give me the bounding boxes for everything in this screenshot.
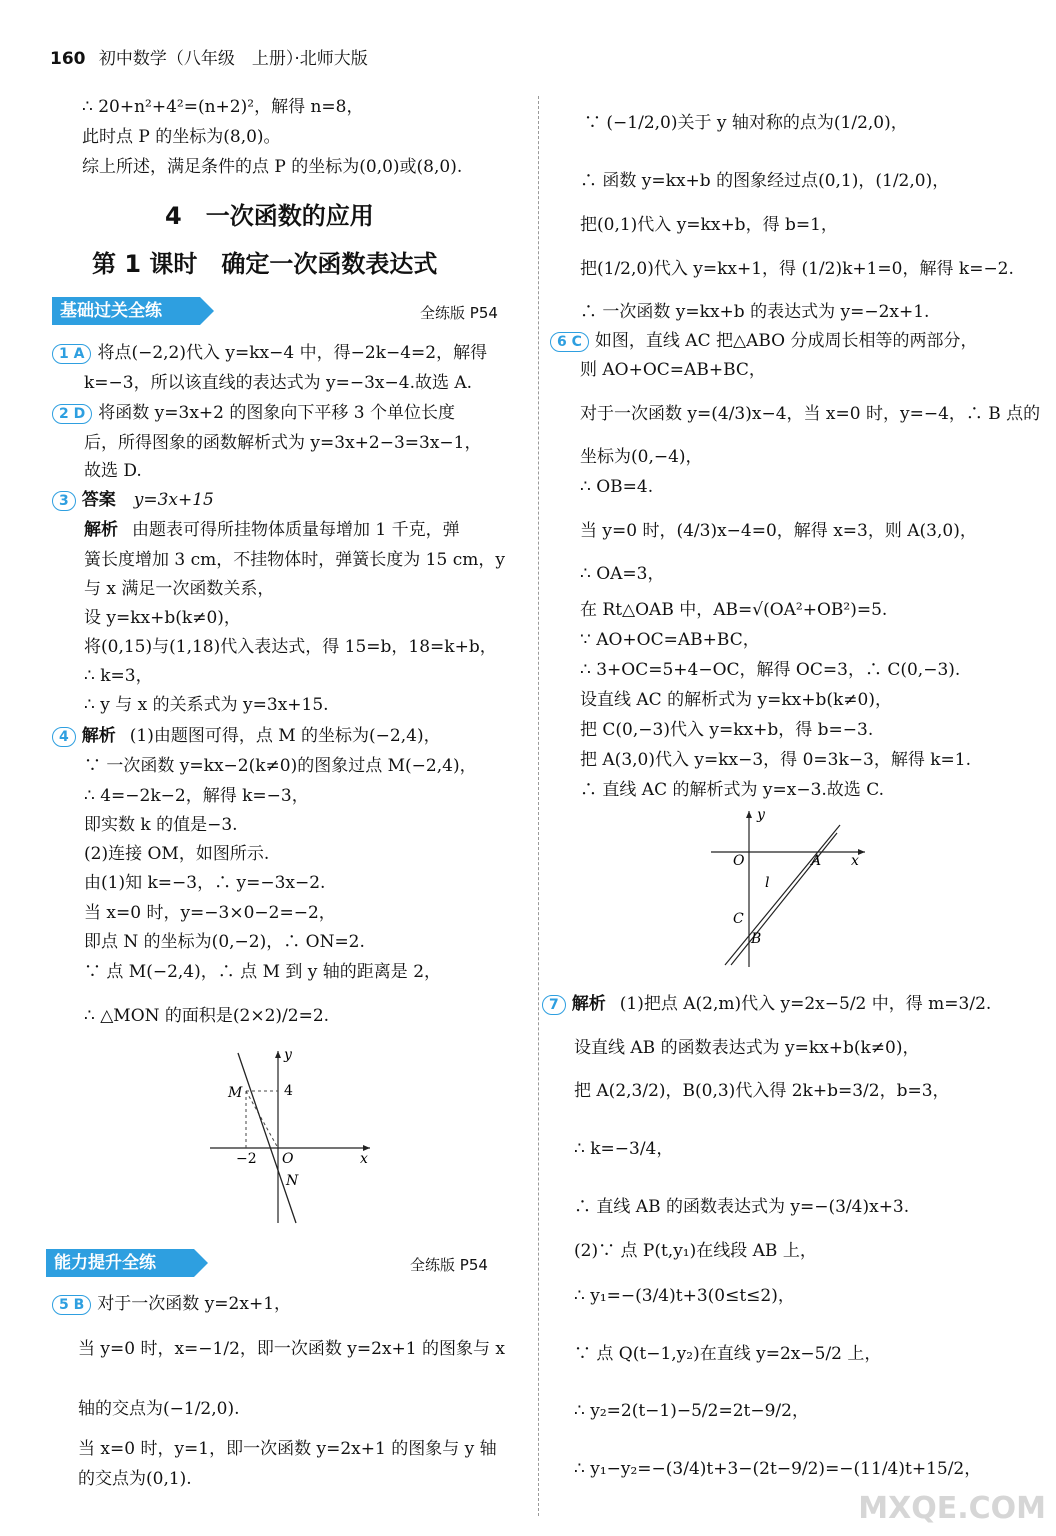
question-4: [52, 725, 441, 747]
q5-line: 对于一次函数 y=2x+1，: [97, 1294, 292, 1314]
text-line: 把(0,1)代入 y=kx+b，得 b=1，: [580, 215, 838, 235]
banner-reference: 全练版 P54: [410, 1256, 488, 1274]
analysis-label: 解析: [84, 520, 118, 540]
text-line: ∴ OB=4.: [580, 477, 654, 497]
text-line: 由(1)知 k=−3，∴ y=−3x−2.: [84, 873, 326, 893]
text-line: k=−3，所以该直线的表达式为 y=−3x−4.故选 A.: [84, 373, 473, 393]
text-line: 当 x=0 时，y=1，即一次函数 y=2x+1 的图象与 y 轴: [78, 1439, 497, 1459]
text-line: 此时点 P 的坐标为(8,0)。: [82, 127, 281, 147]
answer-badge: 5 B: [52, 1295, 91, 1315]
analysis-label: 解析: [571, 994, 606, 1014]
text-line: ∴ OA=3，: [580, 564, 665, 584]
question-7: [542, 993, 991, 1015]
section-title: 4 一次函数的应用: [165, 202, 374, 230]
text-line: ∴ 3+OC=5+4−OC，解得 OC=3，∴ C(0,−3).: [580, 660, 961, 680]
text-line: 簧长度增加 3 cm，不挂物体时，弹簧长度为 15 cm，y: [84, 550, 505, 570]
answer-value: y=3x+15: [133, 490, 214, 510]
question-6: [550, 330, 977, 352]
text-line: 即实数 k 的值是−3.: [84, 815, 238, 835]
fig-label-o: O: [733, 853, 745, 869]
text-line: 设直线 AB 的函数表达式为 y=kx+b(k≠0)，: [574, 1038, 920, 1058]
text-line: ∵ 点 Q(t−1,y₂)在直线 y=2x−5/2 上，: [574, 1344, 882, 1364]
fig-label-4: 4: [284, 1083, 293, 1099]
question-3: [52, 489, 214, 511]
text-line: ∴ y 与 x 的关系式为 y=3x+15.: [84, 695, 329, 715]
text-line: 坐标为(0,−4)，: [580, 447, 703, 467]
fig-label-y: y: [284, 1047, 292, 1063]
fig-label-c: C: [733, 911, 744, 927]
text-line: 即点 N 的坐标为(0,−2)，∴ ON=2.: [84, 932, 365, 952]
question-badge: 7: [542, 995, 566, 1015]
page-header: [50, 44, 368, 69]
question-1: [52, 342, 487, 364]
watermark: MXQE.COM: [858, 1491, 1046, 1526]
text-line: ∴ y₁−y₂=−(3/4)t+3−(2t−9/2)=−(11/4)t+15/2，: [574, 1459, 982, 1479]
text-line: 后，所得图象的函数解析式为 y=3x+2−3=3x−1，: [84, 433, 482, 453]
fig-label-neg2: −2: [236, 1151, 257, 1167]
text-line: 当 y=0 时，x=−1/2，即一次函数 y=2x+1 的图象与 x: [78, 1339, 506, 1359]
fig-label-n: N: [286, 1173, 299, 1189]
answer-badge: 2 D: [52, 404, 92, 424]
q3-analysis: [84, 519, 460, 541]
text-line: ∴ △MON 的面积是(2×2)/2=2.: [84, 1006, 330, 1026]
text-line: ∴ y₁=−(3/4)t+3(0≤t≤2)，: [574, 1286, 795, 1306]
text-line: 把 C(0,−3)代入 y=kx+b，得 b=−3.: [580, 720, 874, 740]
fig-label-b: B: [751, 931, 762, 947]
column-divider: [538, 96, 539, 1516]
text-line: ∴ 函数 y=kx+b 的图象经过点(0,1)，(1/2,0)，: [580, 171, 950, 191]
text-line: 设 y=kx+b(k≠0)，: [84, 608, 241, 628]
figure-mon: [200, 1045, 380, 1225]
text-line: 与 x 满足一次函数关系，: [84, 579, 275, 599]
figure-abo: [705, 805, 875, 970]
text-line: 的交点为(0,1).: [78, 1469, 192, 1489]
text-line: 由题表可得所挂物体质量每增加 1 千克，弹: [132, 520, 460, 540]
text-line: 故选 D.: [84, 461, 142, 481]
text-line: 当 x=0 时，y=−3×0−2=−2，: [84, 903, 336, 923]
question-5: [52, 1293, 291, 1315]
lesson-title: 第 1 课时 确定一次函数表达式: [92, 250, 438, 278]
fig-label-x: x: [360, 1151, 368, 1167]
text-line: 把(1/2,0)代入 y=kx+1，得 (1/2)k+1=0，解得 k=−2.: [580, 259, 1014, 279]
fig-label-l: l: [765, 875, 770, 891]
answer-label: 答案: [81, 490, 116, 510]
text-line: 综上所述，满足条件的点 P 的坐标为(0,0)或(8,0).: [82, 157, 463, 177]
text-line: 在 Rt△OAB 中，AB=√(OA²+OB²)=5.: [580, 600, 888, 620]
fig-label-x: x: [851, 853, 859, 869]
question-badge: 4: [52, 727, 76, 747]
text-line: ∴ 直线 AB 的函数表达式为 y=−(3/4)x+3.: [574, 1197, 910, 1217]
text-line: 把 A(3,0)代入 y=kx−3，得 0=3k−3，解得 k=1.: [580, 750, 971, 770]
text-line: 当 y=0 时，(4/3)x−4=0，解得 x=3，则 A(3,0)，: [580, 521, 977, 541]
text-line: (1)由题图可得，点 M 的坐标为(−2,4)，: [129, 726, 441, 746]
text-line: ∴ k=−3/4，: [574, 1139, 674, 1159]
question-2: [52, 402, 455, 424]
page-number: 160: [50, 49, 86, 69]
book-title: 初中数学（八年级 上册）·北师大版: [98, 49, 368, 69]
q2-line: 将函数 y=3x+2 的图象向下平移 3 个单位长度: [98, 403, 455, 423]
fig-label-m: M: [228, 1085, 243, 1101]
text-line: ∴ k=3，: [84, 666, 153, 686]
text-line: (1)把点 A(2,m)代入 y=2x−5/2 中，得 m=3/2.: [619, 994, 992, 1014]
text-line: ∴ 4=−2k−2，解得 k=−3，: [84, 786, 309, 806]
banner-reference: 全练版 P54: [420, 304, 498, 322]
text-line: 对于一次函数 y=(4/3)x−4，当 x=0 时，y=−4，∴ B 点的: [580, 404, 1041, 424]
text-line: ∵ 点 M(−2,4)，∴ 点 M 到 y 轴的距离是 2，: [84, 962, 442, 982]
answer-badge: 6 C: [550, 332, 589, 352]
q6-line: 如图，直线 AC 把△ABO 分成周长相等的两部分，: [594, 331, 978, 351]
section-banner-basic: 基础过关全练: [52, 297, 200, 325]
text-line: ∵ (−1/2,0)关于 y 轴对称的点为(1/2,0)，: [584, 113, 908, 133]
fig-label-y: y: [757, 807, 765, 823]
text-line: ∵ AO+OC=AB+BC，: [580, 630, 760, 650]
text-line: 轴的交点为(−1/2,0).: [78, 1399, 240, 1419]
text-line: 将(0,15)与(1,18)代入表达式，得 15=b，18=k+b，: [84, 637, 497, 657]
fig-label-a: A: [811, 853, 822, 869]
text-line: 把 A(2,3/2)，B(0,3)代入得 2k+b=3/2，b=3，: [574, 1081, 950, 1101]
fig-label-o: O: [282, 1151, 294, 1167]
text-line: ∵ 一次函数 y=kx−2(k≠0)的图象过点 M(−2,4)，: [84, 756, 477, 776]
answer-badge: 1 A: [52, 344, 91, 364]
text-line: ∴ 直线 AC 的解析式为 y=x−3.故选 C.: [580, 780, 885, 800]
text-line: 则 AO+OC=AB+BC，: [580, 360, 766, 380]
q1-line: 将点(−2,2)代入 y=kx−4 中，得−2k−4=2，解得: [97, 343, 488, 363]
section-banner-advanced: 能力提升全练: [46, 1249, 194, 1277]
text-line: (2)∵ 点 P(t,y₁)在线段 AB 上，: [574, 1241, 817, 1261]
question-badge: 3: [52, 491, 76, 511]
text-line: ∴ y₂=2(t−1)−5/2=2t−9/2，: [574, 1401, 809, 1421]
text-line: (2)连接 OM，如图所示.: [84, 844, 270, 864]
analysis-label: 解析: [81, 726, 116, 746]
text-line: 设直线 AC 的解析式为 y=kx+b(k≠0)，: [580, 690, 892, 710]
text-line: ∴ 一次函数 y=kx+b 的表达式为 y=−2x+1.: [580, 302, 930, 322]
text-line: ∴ 20+n²+4²=(n+2)²，解得 n=8，: [82, 97, 364, 117]
